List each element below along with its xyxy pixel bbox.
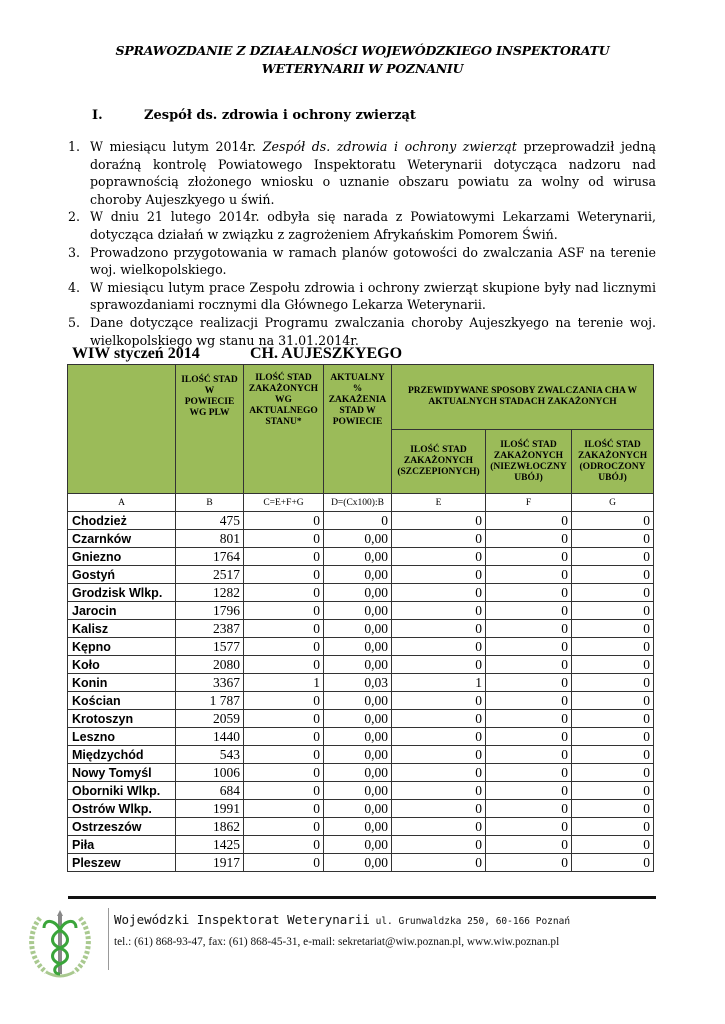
table-row	[68, 764, 654, 782]
value-cell: 0	[572, 638, 654, 656]
list-item-italic: Zespół ds. zdrowia i ochrony zwierząt	[262, 139, 517, 154]
value-cell: 1	[244, 674, 324, 692]
district-name-cell: Konin	[68, 674, 176, 692]
value-cell: 0	[244, 782, 324, 800]
value-cell: 2517	[176, 566, 244, 584]
value-cell: 475	[176, 512, 244, 530]
district-name-cell: Nowy Tomyśl	[68, 764, 176, 782]
district-name-cell: Czarnków	[68, 530, 176, 548]
value-cell: 2059	[176, 710, 244, 728]
list-item-number: 5.	[68, 314, 81, 330]
value-cell: 0,00	[324, 620, 392, 638]
district-name-cell: Pleszew	[68, 854, 176, 872]
list-item-number: 1.	[68, 139, 81, 154]
table-row	[68, 692, 654, 710]
district-name-cell: Ostrów Wlkp.	[68, 800, 176, 818]
value-cell: 0	[392, 818, 486, 836]
value-cell: 0	[572, 818, 654, 836]
value-cell: 0	[244, 620, 324, 638]
value-cell: 0,00	[324, 584, 392, 602]
value-cell: 0	[486, 782, 572, 800]
table-row	[68, 782, 654, 800]
value-cell: 1 787	[176, 692, 244, 710]
value-cell: 0	[486, 620, 572, 638]
district-name-cell: Międzychód	[68, 746, 176, 764]
value-cell: 0	[572, 674, 654, 692]
value-cell: 0	[244, 692, 324, 710]
value-cell: 0	[572, 854, 654, 872]
footer-contact: tel.: (61) 868-93-47, fax: (61) 868-45-31, e-mail: sekretariat@wiw.poznan.pl, www.wiw.poznan.pl	[114, 936, 560, 948]
table-row	[68, 530, 654, 548]
section-heading	[92, 108, 416, 123]
value-cell: 0	[486, 512, 572, 530]
document-title	[0, 42, 725, 78]
value-cell: 0,00	[324, 656, 392, 674]
list-item-text: Dane dotyczące realizacji Programu zwalczania choroby Aujeszkyego na terenie woj. wielkopolskiego wg stanu na 31.01.2014r.	[90, 314, 656, 348]
section-title: Zespół ds. zdrowia i ochrony zwierząt	[144, 108, 416, 123]
value-cell: 0	[392, 800, 486, 818]
value-cell: 0	[392, 620, 486, 638]
district-name-cell: Jarocin	[68, 602, 176, 620]
value-cell: 0	[572, 836, 654, 854]
value-cell: 684	[176, 782, 244, 800]
value-cell: 0	[572, 746, 654, 764]
value-cell: 0	[486, 818, 572, 836]
table-row	[68, 674, 654, 692]
value-cell: 543	[176, 746, 244, 764]
value-cell: 0	[392, 584, 486, 602]
value-cell: 1764	[176, 548, 244, 566]
value-cell: 0	[392, 854, 486, 872]
value-cell: 0	[572, 656, 654, 674]
value-cell: 0,00	[324, 692, 392, 710]
table-row	[68, 584, 654, 602]
organization-address: ul. Grunwaldzka 250, 60-166 Poznań	[369, 916, 571, 927]
list-item-text: W dniu 21 lutego 2014r. odbyła się narada z Powiatowymi Lekarzami Weterynarii, dotycząca działań w związku z zagrożeniem Afrykańskim Pomorem Świń.	[90, 209, 656, 242]
value-cell: 0	[392, 746, 486, 764]
value-cell: 0,03	[324, 674, 392, 692]
value-cell: 0	[244, 566, 324, 584]
table-row	[68, 728, 654, 746]
value-cell: 0	[486, 566, 572, 584]
list-item	[68, 279, 656, 314]
header-herds-count: ILOŚĆ STAD W POWIECIE WG PLW	[176, 365, 244, 494]
value-cell: 0	[486, 530, 572, 548]
value-cell: 0	[572, 548, 654, 566]
value-cell: 0	[244, 584, 324, 602]
value-cell: 0,00	[324, 728, 392, 746]
value-cell: 1282	[176, 584, 244, 602]
column-letter: C=E+F+G	[244, 494, 324, 512]
value-cell: 0	[572, 764, 654, 782]
header-infection-percent: AKTUALNY % ZAKAŻENIA STAD W POWIECIE	[324, 365, 392, 494]
district-name-cell: Chodzież	[68, 512, 176, 530]
district-name-cell: Gostyń	[68, 566, 176, 584]
value-cell: 0	[244, 638, 324, 656]
organization-name: Wojewódzki Inspektorat Weterynarii	[114, 912, 370, 927]
value-cell: 1577	[176, 638, 244, 656]
header-immediate-slaughter: ILOŚĆ STAD ZAKAŻONYCH (NIEZWŁOCZNY UBÓJ)	[486, 430, 572, 494]
value-cell: 0	[244, 854, 324, 872]
header-district	[68, 365, 176, 494]
table-row	[68, 638, 654, 656]
column-letter: B	[176, 494, 244, 512]
column-letter: G	[572, 494, 654, 512]
value-cell: 0	[486, 710, 572, 728]
table-row	[68, 620, 654, 638]
value-cell: 0	[244, 836, 324, 854]
table-row	[68, 656, 654, 674]
value-cell: 1	[392, 674, 486, 692]
value-cell: 0,00	[324, 746, 392, 764]
list-item	[68, 314, 656, 349]
value-cell: 0	[392, 548, 486, 566]
value-cell: 0	[244, 602, 324, 620]
list-item-number: 2.	[68, 209, 81, 225]
table-row	[68, 800, 654, 818]
value-cell: 0,00	[324, 764, 392, 782]
header-infected-herds: ILOŚĆ STAD ZAKAŻONYCH WG AKTUALNEGO STANU*	[244, 365, 324, 494]
value-cell: 0	[486, 800, 572, 818]
value-cell: 0	[244, 800, 324, 818]
district-name-cell: Gniezno	[68, 548, 176, 566]
district-name-cell: Koło	[68, 656, 176, 674]
table-row	[68, 746, 654, 764]
column-letter: E	[392, 494, 486, 512]
aujeszky-table	[67, 364, 654, 872]
value-cell: 1425	[176, 836, 244, 854]
value-cell: 0	[244, 512, 324, 530]
value-cell: 0,00	[324, 566, 392, 584]
value-cell: 0	[392, 566, 486, 584]
value-cell: 0	[572, 782, 654, 800]
header-vaccinated: ILOŚĆ STAD ZAKAŻONYCH (SZCZEPIONYCH)	[392, 430, 486, 494]
value-cell: 0	[486, 854, 572, 872]
title-line-2: WETERYNARII W POZNANIU	[261, 61, 464, 76]
value-cell: 0	[392, 602, 486, 620]
value-cell: 0,00	[324, 818, 392, 836]
value-cell: 0	[486, 656, 572, 674]
value-cell: 0,00	[324, 836, 392, 854]
footer-divider	[68, 896, 656, 899]
value-cell: 801	[176, 530, 244, 548]
list-item-text: Prowadzono przygotowania w ramach planów gotowości do zwalczania ASF na terenie woj. wielkopolskiego.	[90, 244, 656, 278]
value-cell: 1006	[176, 764, 244, 782]
value-cell: 0	[244, 728, 324, 746]
district-name-cell: Grodzisk Wlkp.	[68, 584, 176, 602]
value-cell: 0	[392, 656, 486, 674]
value-cell: 0	[572, 620, 654, 638]
value-cell: 0	[572, 566, 654, 584]
table-row	[68, 548, 654, 566]
value-cell: 0	[486, 584, 572, 602]
value-cell: 0	[486, 692, 572, 710]
table-row	[68, 836, 654, 854]
district-name-cell: Krotoszyn	[68, 710, 176, 728]
value-cell: 1796	[176, 602, 244, 620]
district-name-cell: Oborniki Wlkp.	[68, 782, 176, 800]
value-cell: 0	[244, 764, 324, 782]
district-name-cell: Kalisz	[68, 620, 176, 638]
value-cell: 1440	[176, 728, 244, 746]
column-letter: F	[486, 494, 572, 512]
value-cell: 0	[486, 836, 572, 854]
value-cell: 0	[324, 512, 392, 530]
column-letter: D=(Cx100):B	[324, 494, 392, 512]
value-cell: 0,00	[324, 854, 392, 872]
value-cell: 0	[244, 548, 324, 566]
list-item-text: W miesiącu lutym 2014r.	[90, 139, 263, 154]
table-row	[68, 512, 654, 530]
value-cell: 0	[392, 530, 486, 548]
value-cell: 0	[486, 638, 572, 656]
list-item-text: przeprowadził jedną doraźną kontrolę Powiatowego Inspektoratu Weterynarii dotycząca nadzoru nad poprawnością złożonego wniosku o uznanie obszaru powiatu za wolny od wirusa choroby Aujeszkyego u świń.	[90, 139, 656, 207]
value-cell: 0	[244, 746, 324, 764]
footer-organization	[114, 912, 570, 927]
value-cell: 0,00	[324, 548, 392, 566]
table-row	[68, 566, 654, 584]
list-item-number: 4.	[68, 279, 81, 295]
district-name-cell: Kościan	[68, 692, 176, 710]
value-cell: 0,00	[324, 710, 392, 728]
table-row	[68, 602, 654, 620]
value-cell: 0	[572, 710, 654, 728]
value-cell: 1991	[176, 800, 244, 818]
list-item-text: W miesiącu lutym prace Zespołu zdrowia i ochrony zwierząt skupione były nad licznymi sprawozdaniami rocznymi dla Głównego Lekarza Weterynarii.	[90, 279, 656, 313]
list-item-number: 3.	[68, 244, 81, 260]
list-item	[68, 138, 656, 208]
value-cell: 0	[392, 764, 486, 782]
value-cell: 0	[486, 602, 572, 620]
section-number: I.	[92, 108, 103, 123]
district-name-cell: Kępno	[68, 638, 176, 656]
value-cell: 0	[572, 692, 654, 710]
column-letter: A	[68, 494, 176, 512]
table-row	[68, 710, 654, 728]
activity-list	[68, 138, 656, 349]
list-item	[68, 208, 656, 243]
district-name-cell: Piła	[68, 836, 176, 854]
value-cell: 0	[392, 728, 486, 746]
column-letters-row	[68, 494, 654, 512]
title-line-1: SPRAWOZDANIE Z DZIAŁALNOŚCI WOJEWÓDZKIEGO INSPEKTORATU	[115, 43, 610, 58]
district-name-cell: Leszno	[68, 728, 176, 746]
value-cell: 0	[244, 530, 324, 548]
value-cell: 2387	[176, 620, 244, 638]
district-name-cell: Ostrzeszów	[68, 818, 176, 836]
value-cell: 0	[572, 584, 654, 602]
value-cell: 0	[392, 692, 486, 710]
value-cell: 0,00	[324, 782, 392, 800]
value-cell: 0	[572, 728, 654, 746]
value-cell: 0	[392, 836, 486, 854]
value-cell: 0	[572, 800, 654, 818]
value-cell: 0	[486, 548, 572, 566]
header-deferred-slaughter: ILOŚĆ STAD ZAKAŻONYCH (ODROCZONY UBÓJ)	[572, 430, 654, 494]
value-cell: 0,00	[324, 602, 392, 620]
value-cell: 0	[486, 746, 572, 764]
table-caption-disease: CH. AUJESZKYEGO	[250, 345, 403, 362]
footer-separator	[108, 908, 109, 970]
value-cell: 0	[486, 674, 572, 692]
value-cell: 0	[392, 512, 486, 530]
value-cell: 0	[572, 512, 654, 530]
value-cell: 0	[392, 638, 486, 656]
value-cell: 0	[486, 764, 572, 782]
header-control-methods: PRZEWIDYWANE SPOSOBY ZWALCZANIA CHA W AKTUALNYCH STADACH ZAKAŻONYCH	[392, 365, 654, 430]
value-cell: 0	[572, 530, 654, 548]
list-item	[68, 244, 656, 279]
value-cell: 0	[244, 710, 324, 728]
value-cell: 0,00	[324, 800, 392, 818]
value-cell: 0	[572, 602, 654, 620]
table-row	[68, 818, 654, 836]
value-cell: 0	[392, 782, 486, 800]
value-cell: 0	[486, 728, 572, 746]
value-cell: 3367	[176, 674, 244, 692]
value-cell: 1917	[176, 854, 244, 872]
value-cell: 0,00	[324, 638, 392, 656]
caduceus-wreath-icon	[26, 908, 94, 982]
value-cell: 0	[244, 818, 324, 836]
value-cell: 2080	[176, 656, 244, 674]
value-cell: 0,00	[324, 530, 392, 548]
table-caption-period: WIW styczeń 2014	[72, 345, 200, 362]
value-cell: 0	[392, 710, 486, 728]
value-cell: 1862	[176, 818, 244, 836]
table-row	[68, 854, 654, 872]
value-cell: 0	[244, 656, 324, 674]
